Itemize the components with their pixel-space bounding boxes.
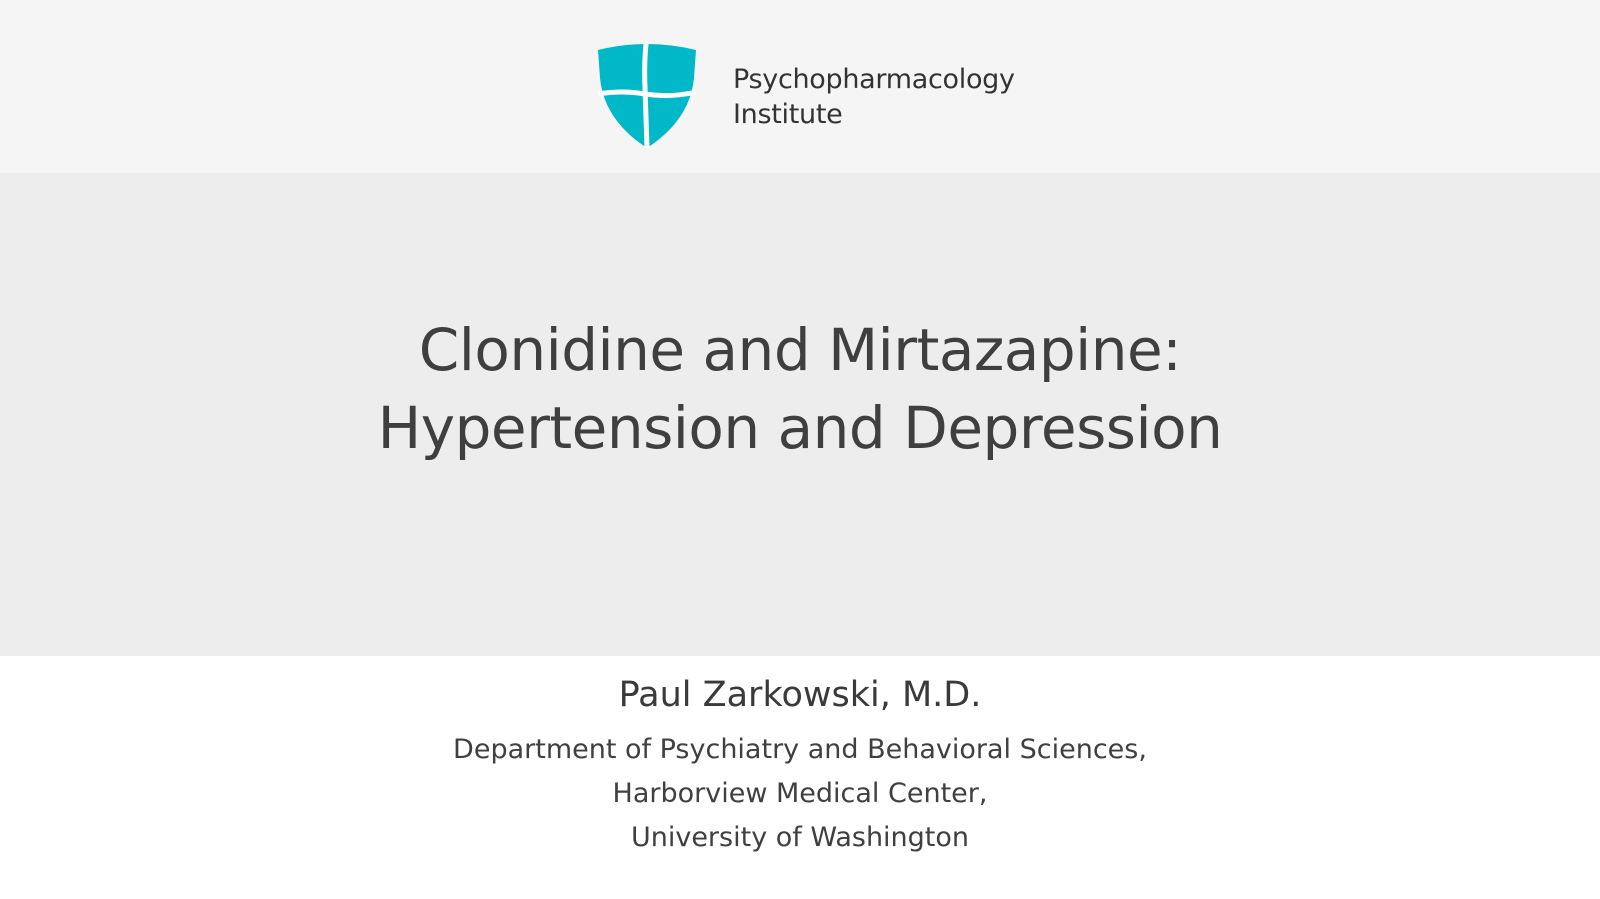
affiliation-line-1: Department of Psychiatry and Behavioral Sciences, <box>453 734 1147 765</box>
slide-title <box>0 311 1600 467</box>
author-affiliation <box>0 728 1600 860</box>
header-band <box>0 0 1600 173</box>
author-name: Paul Zarkowski, M.D. <box>618 675 982 715</box>
affiliation-line-3: University of Washington <box>630 822 970 853</box>
logo-line-2: Institute <box>733 99 843 130</box>
slide-title-line-2: Hypertension and Depression <box>377 394 1223 462</box>
shield-cross-icon <box>594 44 700 148</box>
logo-wordmark <box>733 62 1015 132</box>
slide-title-line-1: Clonidine and Mirtazapine: <box>418 316 1182 384</box>
affiliation-line-2: Harborview Medical Center, <box>612 778 988 809</box>
logo-line-1: Psychopharmacology <box>733 64 1015 95</box>
